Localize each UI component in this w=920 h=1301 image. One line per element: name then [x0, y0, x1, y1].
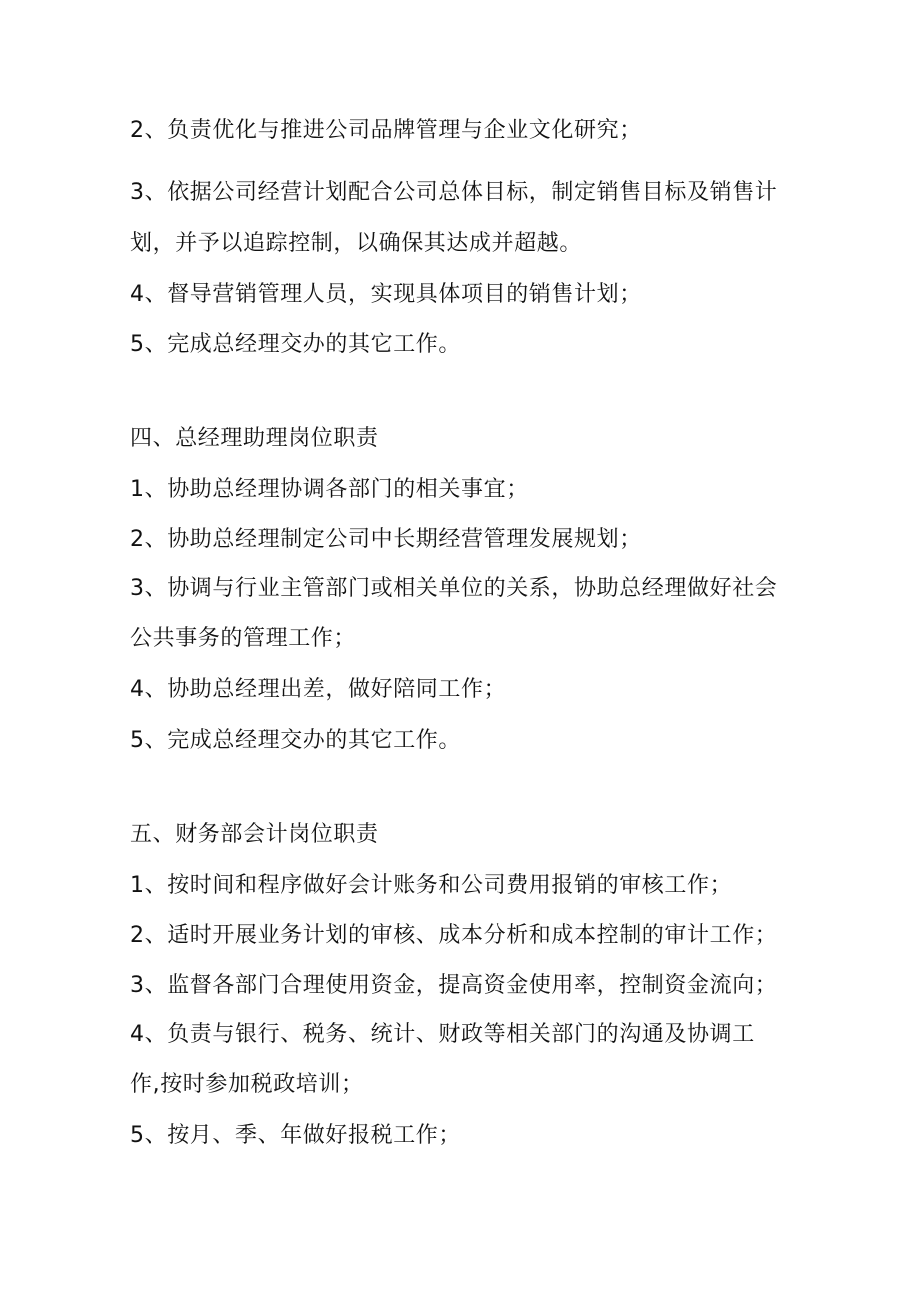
accounting-duty-3-line: 3、监督各部门合理使用资金，提高资金使用率，控制资金流向；	[130, 973, 778, 998]
assistant-duty-2-line: 2、协助总经理制定公司中长期经营管理发展规划；	[130, 527, 642, 552]
duty-4-line: 4、督导营销管理人员，实现具体项目的销售计划；	[130, 282, 642, 307]
duty-3-line-2: 划，并予以追踪控制，以确保其达成并超越。	[130, 231, 583, 256]
accounting-duty-2-line: 2、适时开展业务计划的审核、成本分析和成本控制的审计工作；	[130, 923, 778, 948]
assistant-duty-5-line: 5、完成总经理交办的其它工作。	[130, 728, 461, 753]
accounting-duty-4-line-2: 作,按时参加税政培训；	[130, 1072, 364, 1097]
duty-2-line: 2、负责优化与推进公司品牌管理与企业文化研究；	[130, 118, 642, 143]
section-heading-accounting: 五、财务部会计岗位职责	[130, 822, 379, 847]
duty-3-line-1: 3、依据公司经营计划配合公司总体目标，制定销售目标及销售计	[130, 180, 778, 205]
accounting-duty-4-line-1: 4、负责与银行、税务、统计、财政等相关部门的沟通及协调工	[130, 1022, 755, 1047]
assistant-duty-3-line-1: 3、协调与行业主管部门或相关单位的关系，协助总经理做好社会	[130, 576, 778, 601]
assistant-duty-4-line: 4、协助总经理出差，做好陪同工作；	[130, 677, 507, 702]
accounting-duty-5-line: 5、按月、季、年做好报税工作；	[130, 1123, 461, 1148]
assistant-duty-1-line: 1、协助总经理协调各部门的相关事宜；	[130, 477, 529, 502]
accounting-duty-1-line: 1、按时间和程序做好会计账务和公司费用报销的审核工作；	[130, 873, 733, 898]
duty-5-line: 5、完成总经理交办的其它工作。	[130, 332, 461, 357]
assistant-duty-3-line-2: 公共事务的管理工作；	[130, 626, 357, 651]
section-heading-assistant: 四、总经理助理岗位职责	[130, 426, 379, 451]
